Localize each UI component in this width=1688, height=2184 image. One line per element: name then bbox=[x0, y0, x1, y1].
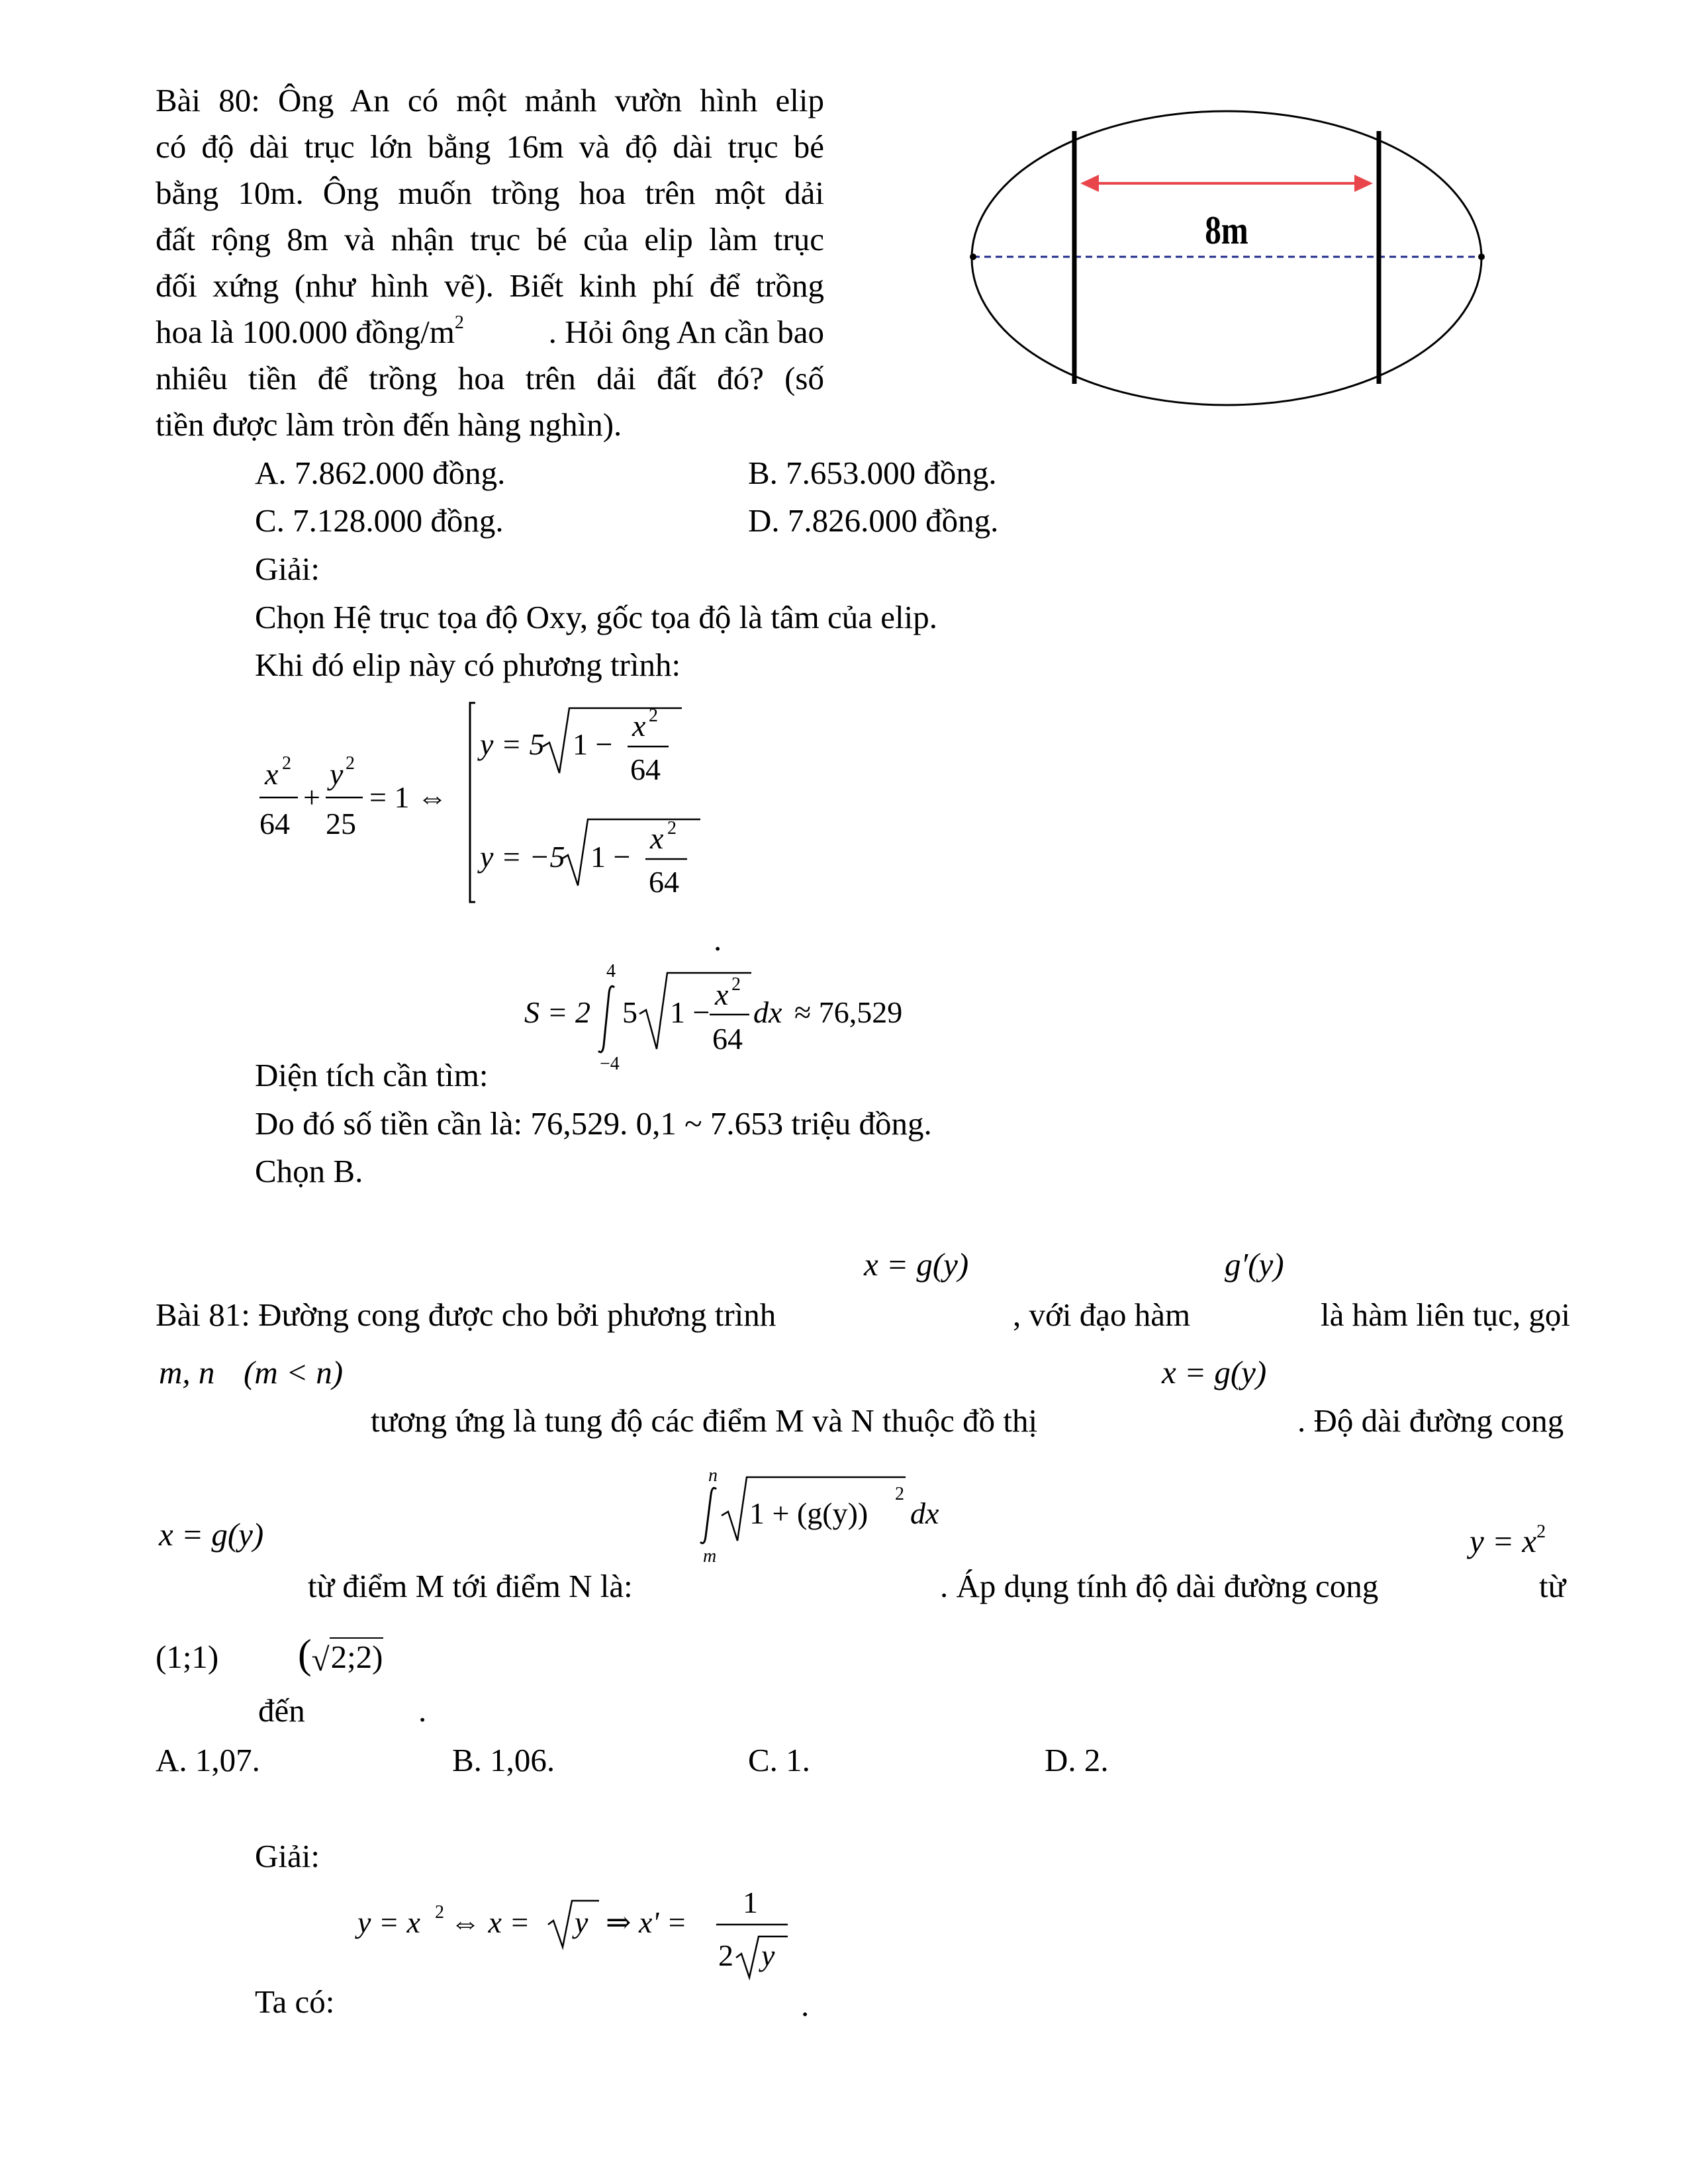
s-dx: dx bbox=[753, 995, 782, 1029]
eq-lower-x: x bbox=[650, 821, 664, 855]
eq-upper-64: 64 bbox=[630, 752, 661, 786]
arc-int-lower: m bbox=[703, 1546, 717, 1567]
s-int-upper: 4 bbox=[606, 961, 616, 981]
arclength-integral bbox=[695, 1463, 973, 1569]
eq-upper-x-sq: 2 bbox=[649, 705, 658, 726]
bai80-option-d[interactable]: D. 7.826.000 đồng. bbox=[748, 502, 999, 539]
df-mid: ⇔ x = bbox=[450, 1905, 530, 1939]
ellipse-outline bbox=[972, 111, 1481, 405]
df-den: 2 bbox=[718, 1938, 733, 1972]
bai80-line-4: đất rộng 8m và nhận trục bé của elip làm trục bbox=[156, 221, 824, 257]
bai81-line2: tương ứng là tung độ các điểm M và N thuộc đồ thị bbox=[371, 1402, 1038, 1439]
bai80-option-c[interactable]: C. 7.128.000 đồng. bbox=[255, 502, 504, 539]
eq-trailing-dot: . bbox=[714, 921, 722, 958]
bai80-line-6a: hoa là 100.000 đồng/m bbox=[156, 314, 455, 350]
s-64: 64 bbox=[712, 1022, 743, 1056]
area-integral bbox=[516, 953, 966, 1072]
b81-sqrt-sign: √ bbox=[311, 1641, 330, 1678]
bai81-ta-co: Ta có: bbox=[255, 1983, 335, 2020]
bai81-option-c[interactable]: C. 1. bbox=[748, 1742, 810, 1778]
bai80-line-5: đối xứng (như hình vẽ). Biết kinh phí để trồng bbox=[156, 267, 824, 304]
b81-x-eq-gy-top: x = g(y) bbox=[864, 1246, 969, 1283]
bai80-choose: Chọn B. bbox=[255, 1153, 363, 1189]
strip-width-label: 8m bbox=[1205, 208, 1248, 253]
bai81-line3c: từ bbox=[1539, 1568, 1566, 1604]
bai80-option-b[interactable]: B. 7.653.000 đồng. bbox=[748, 455, 997, 491]
s-int-lower: −4 bbox=[600, 1054, 620, 1072]
eq-upper-x: x bbox=[632, 709, 646, 743]
bai81-ta-co-dot: . bbox=[801, 1987, 810, 2023]
eq-lower-sqrt bbox=[561, 819, 700, 886]
s-approx: ≈ 76,529 bbox=[794, 995, 903, 1029]
b81-point-2-rest: 2;2) bbox=[330, 1639, 383, 1675]
arc-dx: dx bbox=[910, 1496, 939, 1530]
bai81-line1b: , với đạo hàm bbox=[1013, 1297, 1191, 1333]
eq-upper-y: y = 5 bbox=[480, 727, 545, 761]
eq-lower-one-minus: 1 − bbox=[590, 840, 631, 874]
b81-x-eq-gy-2: x = g(y) bbox=[1162, 1354, 1267, 1390]
b81-point-2-open: ( bbox=[298, 1632, 312, 1677]
s-lhs: S = 2 bbox=[524, 995, 591, 1029]
b81-y-eq-x2-base: y = x bbox=[1470, 1523, 1537, 1559]
df-lhs: y = x bbox=[357, 1905, 420, 1939]
eq-lhs-x-sq: 2 bbox=[282, 753, 291, 774]
eq-equiv: = 1 ⇔ bbox=[369, 780, 447, 814]
bai80-area-label: Diện tích cần tìm: bbox=[255, 1057, 489, 1093]
eq-lhs-y: y bbox=[330, 757, 344, 791]
s-five: 5 bbox=[622, 995, 637, 1029]
eq-lhs-x: x bbox=[265, 757, 279, 791]
bai81-den-dot: . bbox=[418, 1692, 427, 1729]
bai81-line3b: . Áp dụng tính độ dài đường cong bbox=[940, 1568, 1379, 1604]
bai80-solution-line1: Chọn Hệ trục tọa độ Oxy, gốc tọa độ là tâm của elip. bbox=[255, 599, 937, 635]
arc-int-upper: n bbox=[708, 1465, 718, 1486]
df-num: 1 bbox=[743, 1886, 758, 1919]
b81-g-prime: g′(y) bbox=[1225, 1246, 1284, 1283]
width-arrow-left-head bbox=[1080, 175, 1099, 192]
b81-m-lt-n: (m < n) bbox=[244, 1354, 344, 1390]
s-x: x bbox=[715, 978, 729, 1011]
bai80-line-6 bbox=[156, 309, 824, 355]
arc-int-sign bbox=[700, 1488, 716, 1543]
bai81-line1: Bài 81: Đường cong được cho bởi phương trình bbox=[156, 1297, 776, 1333]
b81-point-2 bbox=[298, 1631, 383, 1678]
df-imp: ⇒ x' = bbox=[606, 1905, 687, 1939]
bai80-line-8: tiền được làm tròn đến hàng nghìn). bbox=[156, 406, 622, 443]
df-sq: 2 bbox=[435, 1902, 444, 1923]
bai80-line-7: nhiêu tiền để trồng hoa trên dải đất đó? (số bbox=[156, 360, 824, 396]
bai80-line-2: có độ dài trục lớn bằng 16m và độ dài trục bé bbox=[156, 128, 824, 165]
axis-endpoint-right bbox=[1478, 253, 1485, 260]
bai81-option-b[interactable]: B. 1,06. bbox=[452, 1742, 555, 1778]
df-y: y bbox=[575, 1905, 588, 1939]
eq-bracket bbox=[470, 703, 475, 902]
eq-lower-64: 64 bbox=[649, 865, 679, 899]
b81-point-1: (1;1) bbox=[156, 1639, 219, 1675]
width-arrow-right-head bbox=[1354, 175, 1373, 192]
eq-lower-y: y = −5 bbox=[480, 840, 565, 874]
b81-x-eq-gy-3: x = g(y) bbox=[159, 1516, 264, 1553]
axis-endpoint-left bbox=[970, 253, 976, 260]
df-den-y: y bbox=[761, 1938, 775, 1972]
eq-lhs-64: 64 bbox=[259, 807, 290, 841]
arc-body: 1 + (g(y)) bbox=[749, 1496, 868, 1530]
eq-lhs-25: 25 bbox=[326, 807, 356, 841]
df-sqrt-1 bbox=[548, 1901, 599, 1947]
s-int-sign bbox=[598, 986, 614, 1052]
ellipse-equation bbox=[252, 695, 715, 913]
bai80-option-a[interactable]: A. 7.862.000 đồng. bbox=[255, 455, 506, 491]
bai81-option-a[interactable]: A. 1,07. bbox=[156, 1742, 260, 1778]
bai81-option-d[interactable]: D. 2. bbox=[1045, 1742, 1109, 1778]
bai81-derivative-formula bbox=[351, 1880, 814, 1992]
bai80-line-6-sup: 2 bbox=[454, 312, 464, 333]
bai81-den: đến bbox=[258, 1692, 305, 1729]
bai80-solution-heading: Giải: bbox=[255, 551, 320, 587]
bai80-line-3: bằng 10m. Ông muốn trồng hoa trên một dải bbox=[156, 175, 824, 211]
bai80-money: Do đó số tiền cần là: 76,529. 0,1 ~ 7.653 triệu đồng. bbox=[255, 1105, 932, 1142]
bai81-line2b: . Độ dài đường cong bbox=[1297, 1402, 1564, 1439]
eq-upper-one-minus: 1 − bbox=[573, 727, 613, 761]
eq-plus: + bbox=[303, 780, 320, 814]
arc-sq: 2 bbox=[895, 1484, 904, 1504]
bai80-line-6b: . Hỏi ông An cần bao bbox=[548, 314, 824, 350]
bai81-solution-heading: Giải: bbox=[255, 1838, 320, 1874]
ellipse-figure bbox=[966, 99, 1496, 430]
bai81-line3: từ điểm M tới điểm N là: bbox=[308, 1568, 633, 1604]
bai81-line1c: là hàm liên tục, gọi bbox=[1321, 1297, 1570, 1333]
s-one-minus: 1 − bbox=[670, 995, 710, 1029]
eq-lhs-y-sq: 2 bbox=[346, 753, 355, 774]
b81-m-n: m, n bbox=[159, 1354, 215, 1390]
s-x-sq: 2 bbox=[731, 974, 741, 995]
bai80-line-1: Bài 80: Ông An có một mảnh vườn hình elip bbox=[156, 82, 824, 118]
b81-y-eq-x2-sq: 2 bbox=[1536, 1522, 1546, 1542]
eq-lower-x-sq: 2 bbox=[667, 818, 677, 839]
bai80-solution-line2: Khi đó elip này có phương trình: bbox=[255, 647, 681, 683]
b81-y-eq-x2 bbox=[1470, 1522, 1546, 1560]
